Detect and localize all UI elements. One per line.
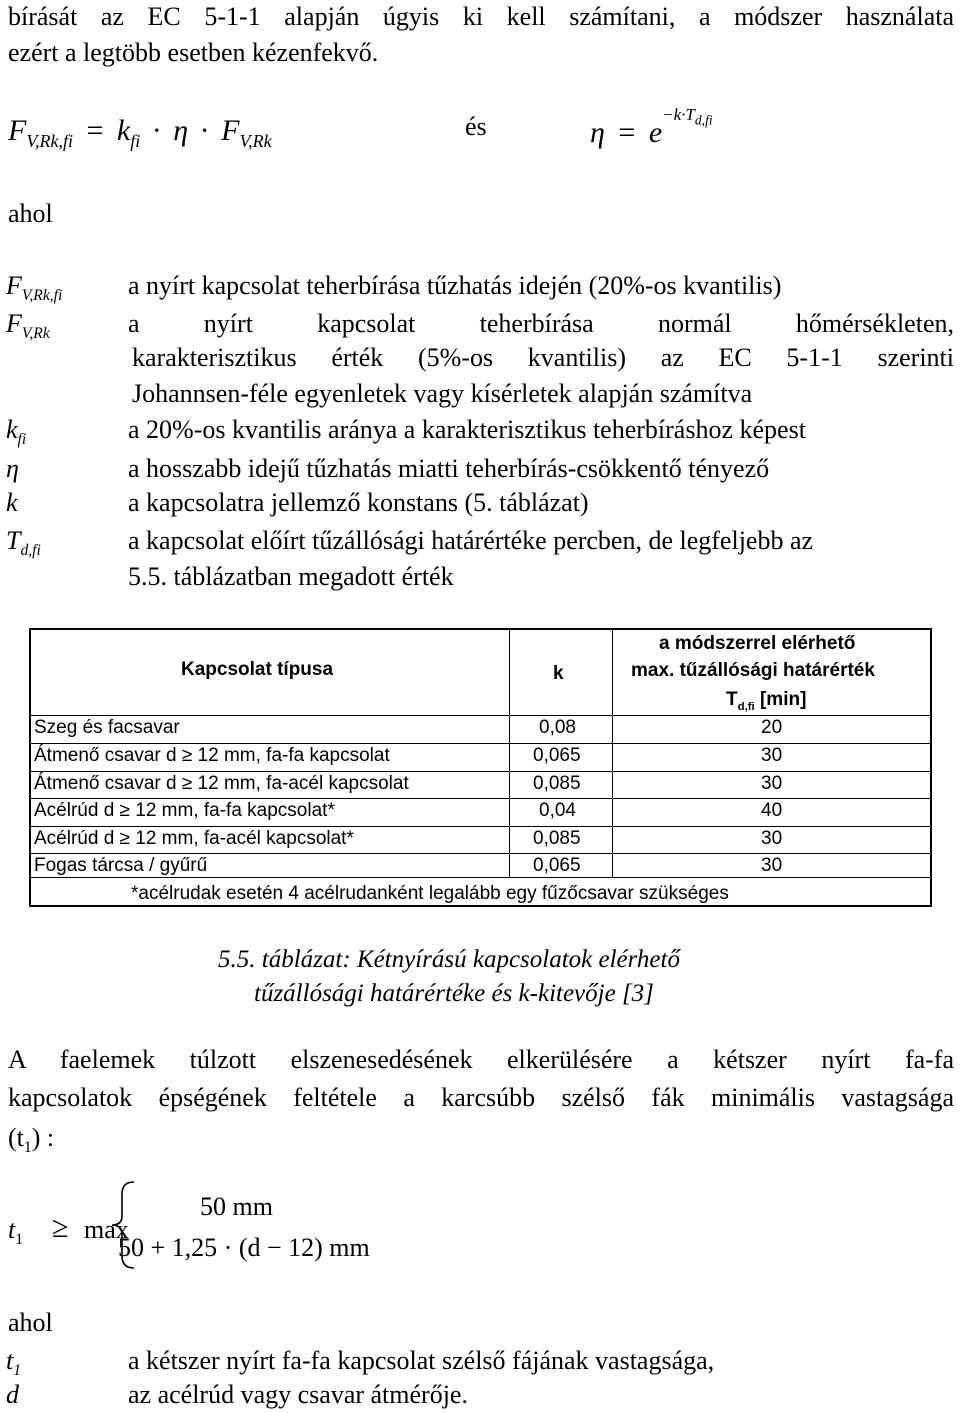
row-td: 20 (761, 717, 783, 738)
header-td-line2: max. tűzállósági határérték (631, 660, 875, 681)
formula3-lhs: $t_1$ (8, 1215, 24, 1249)
formula-dot-2: · (199, 114, 210, 147)
paragraph-line-1: A faelemek túlzott elszenesedésének elkerülésére a kétszer nyírt fa-fa (8, 1045, 954, 1074)
where-label-2: ahol (8, 1308, 53, 1337)
header-td-line1: a módszerrel elérhető (659, 633, 856, 654)
formula3-geq: ≥ (52, 1211, 69, 1244)
formula2-eta: η (590, 116, 605, 149)
row-type: Acélrúd d ≥ 12 mm, fa-acél kapcsolat* (34, 828, 354, 849)
and-word: és (465, 112, 487, 141)
where-label-1: ahol (8, 199, 53, 228)
def-symbol-kfi: $k_{fi}$ (6, 415, 27, 449)
row-k: 0,085 (533, 773, 581, 794)
header-type: Kapcsolat típusa (181, 659, 334, 680)
row-k: 0,08 (539, 717, 576, 738)
connection-table (29, 628, 932, 907)
def-text-tdfi-2: 5.5. táblázatban megadott érték (128, 562, 454, 591)
def-text-k: a kapcsolatra jellemző konstans (5. táblázat) (128, 488, 589, 517)
row-type: Szeg és facsavar (34, 717, 180, 738)
formula3-case-1: 50 mm (200, 1192, 273, 1221)
def-symbol-tdfi: $T_{d,fi}$ (6, 526, 41, 560)
formula-dot-1: · (151, 114, 162, 147)
row-type: Átmenő csavar d ≥ 12 mm, fa-fa kapcsolat (34, 745, 390, 766)
row-k: 0,04 (539, 800, 576, 821)
row-td: 30 (761, 773, 783, 794)
def-text-eta: a hosszabb idejű tűzhatás miatti teherbírás-csökkentő tényező (128, 454, 770, 483)
formula2-exp: −k·T (662, 105, 695, 124)
formula-eta: η (173, 114, 189, 147)
row-td: 40 (761, 800, 783, 821)
formula3-max: max (84, 1215, 129, 1244)
def2-symbol-d: d (6, 1380, 19, 1409)
def2-text-t1: a kétszer nyírt fa-fa kapcsolat szélső fájának vastagsága, (128, 1346, 715, 1375)
formula2-eq: = (618, 116, 636, 149)
row-type: Átmenő csavar d ≥ 12 mm, fa-acél kapcsolat (34, 773, 409, 794)
formula-f2-sub: V,Rk (239, 131, 272, 151)
intro-line-1: bírását az EC 5-1-1 alapján úgyis ki kell számítani, a módszer használata (8, 2, 954, 31)
row-type: Acélrúd d ≥ 12 mm, fa-fa kapcsolat* (34, 800, 335, 821)
formula2-exp-sub: d,fi (694, 112, 713, 128)
def-text-tdfi-1: a kapcsolat előírt tűzállósági határértéke percben, de legfeljebb az (128, 526, 814, 555)
formula3-case-2: 50 + 1,25 · (d − 12) mm (118, 1233, 370, 1262)
row-k: 0,085 (533, 828, 581, 849)
def2-text-d: az acélrúd vagy csavar átmérője. (128, 1380, 468, 1409)
table-footnote: *acélrudak esetén 4 acélrudanként legalább egy fűzőcsavar szükséges (131, 883, 729, 904)
header-td-line3: $T_{d,fi}$ [min] (726, 689, 807, 713)
header-k: k (553, 663, 564, 684)
paragraph-line-2: kapcsolatok épségének feltétele a karcsúbb szélső fák minimális vastagsága (8, 1083, 954, 1112)
formula-fire-resistance (8, 114, 272, 151)
row-td: 30 (761, 855, 783, 876)
table-caption-line-2: tűzállósági határértéke és k-kitevője [3] (254, 980, 654, 1007)
formula-lhs: F (8, 114, 27, 147)
formula-eq: = (86, 114, 104, 147)
row-td: 30 (761, 828, 783, 849)
def-text-fvrk-3: Johannsen-féle egyenletek vagy kísérletek alapján számítva (132, 379, 753, 408)
def-text-fvrk-2: karakterisztikus érték (5%-os kvantilis) az EC 5-1-1 szerinti (132, 343, 954, 372)
def-text-kfi: a 20%-os kvantilis aránya a karakterisztikus teherbíráshoz képest (128, 415, 806, 444)
def2-symbol-t1: $t_1$ (6, 1346, 22, 1380)
def-symbol-k: k (6, 488, 18, 517)
row-td: 30 (761, 745, 783, 766)
row-type: Fogas tárcsa / gyűrű (34, 855, 208, 876)
row-k: 0,065 (533, 855, 581, 876)
formula-lhs-sub: V,Rk,fi (26, 131, 73, 151)
row-k: 0,065 (533, 745, 581, 766)
formula2-e: e (648, 116, 663, 149)
def-text-fvrk-1: a nyírt kapcsolat teherbírása normál hőmérsékleten, (128, 309, 954, 338)
def-text-fvrkfi: a nyírt kapcsolat teherbírása tűzhatás idején (20%-os kvantilis) (128, 271, 782, 300)
table-caption-line-1: 5.5. táblázat: Kétnyírású kapcsolatok elérhető (218, 946, 680, 973)
formula-k: k (116, 114, 131, 147)
def-symbol-eta: η (6, 454, 19, 483)
formula-f2: F (221, 114, 240, 147)
paragraph-line-3: $(t_1)$ : (8, 1123, 55, 1157)
def-symbol-fvrk: $F_{V,Rk}$ (6, 309, 50, 343)
def-symbol-fvrkfi: $F_{V,Rk,fi}$ (6, 271, 63, 305)
formula-k-sub: fi (130, 131, 141, 151)
intro-line-2: ezért a legtöbb esetben kézenfekvő. (8, 38, 379, 67)
